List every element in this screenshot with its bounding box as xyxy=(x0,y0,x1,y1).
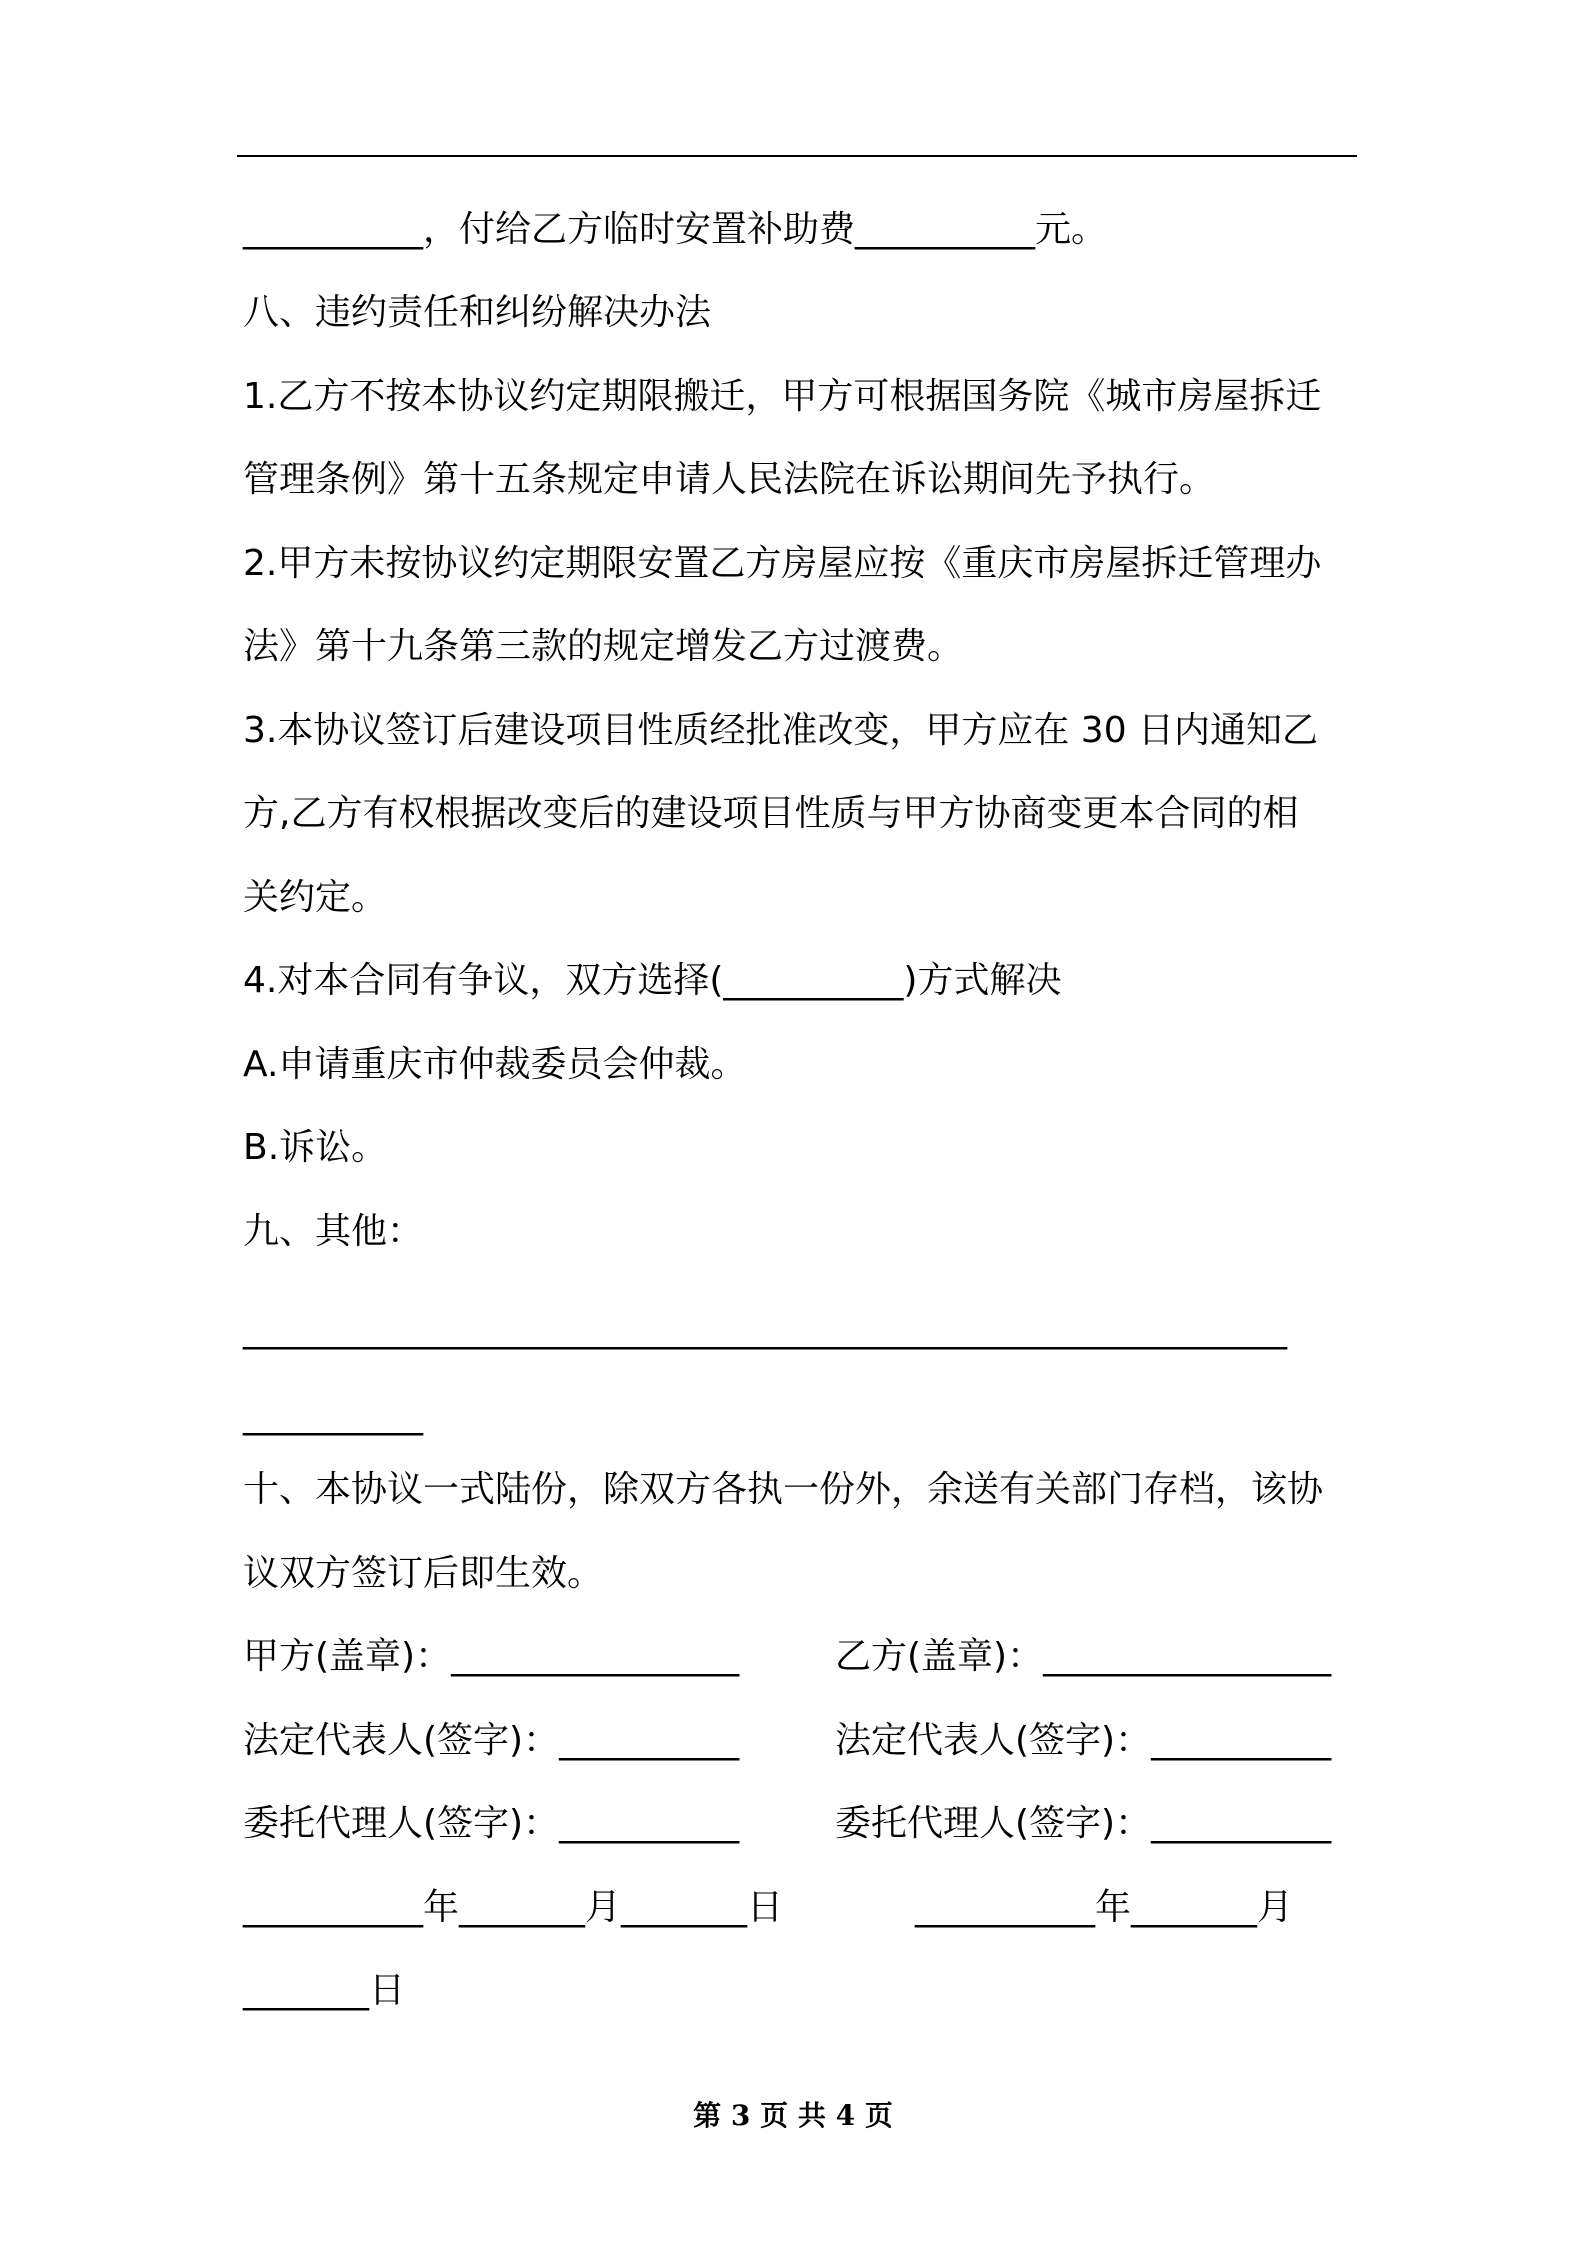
text-line: 议双方签订后即生效。 xyxy=(243,1553,604,1594)
text-line: 4.对本合同有争议，双方选择(__________)方式解决 xyxy=(243,960,1062,1001)
text-line: A.申请重庆市仲裁委员会仲裁。 xyxy=(243,1044,747,1085)
text-line: 2.甲方未按协议约定期限安置乙方房屋应按《重庆市房屋拆迁管理办 xyxy=(243,543,1322,584)
section-heading: 九、其他： xyxy=(243,1211,424,1252)
text-line: 关约定。 xyxy=(243,877,388,918)
party-b-date-day: _______日 xyxy=(243,1970,406,2011)
text-line: 方,乙方有权根据改变后的建设项目性质与甲方协商变更本合同的相 xyxy=(243,793,1299,834)
blank-line: __________________________________________________________ xyxy=(243,1309,1287,1350)
party-a-date: __________年_______月_______日 xyxy=(243,1887,783,1928)
text-line: B.诉讼。 xyxy=(243,1127,388,1168)
header-rule xyxy=(237,155,1357,157)
party-a-seal: 甲方(盖章)：________________ xyxy=(243,1636,740,1677)
party-b-representative: 法定代表人(签字)：__________ xyxy=(835,1720,1332,1761)
party-b-agent: 委托代理人(签字)：__________ xyxy=(835,1803,1332,1844)
party-a-representative: 法定代表人(签字)：__________ xyxy=(243,1720,740,1761)
party-b-seal: 乙方(盖章)：________________ xyxy=(835,1636,1332,1677)
party-a-agent: 委托代理人(签字)：__________ xyxy=(243,1803,740,1844)
blank-line: __________ xyxy=(243,1395,423,1436)
text-line: __________，付给乙方临时安置补助费__________元。 xyxy=(243,209,1108,250)
text-line: 管理条例》第十五条规定申请人民法院在诉讼期间先予执行。 xyxy=(243,459,1216,500)
section-heading: 八、违约责任和纠纷解决办法 xyxy=(243,292,712,333)
party-b-date: __________年_______月 xyxy=(915,1887,1293,1928)
text-line: 3.本协议签订后建设项目性质经批准改变，甲方应在 30 日内通知乙 xyxy=(243,710,1319,751)
section-heading: 十、本协议一式陆份，除双方各执一份外，余送有关部门存档，该协 xyxy=(243,1469,1324,1510)
page-number: 第 3 页 共 4 页 xyxy=(693,2099,893,2132)
text-line: 法》第十九条第三款的规定增发乙方过渡费。 xyxy=(243,626,964,667)
text-line: 1.乙方不按本协议约定期限搬迁，甲方可根据国务院《城市房屋拆迁 xyxy=(243,376,1322,417)
